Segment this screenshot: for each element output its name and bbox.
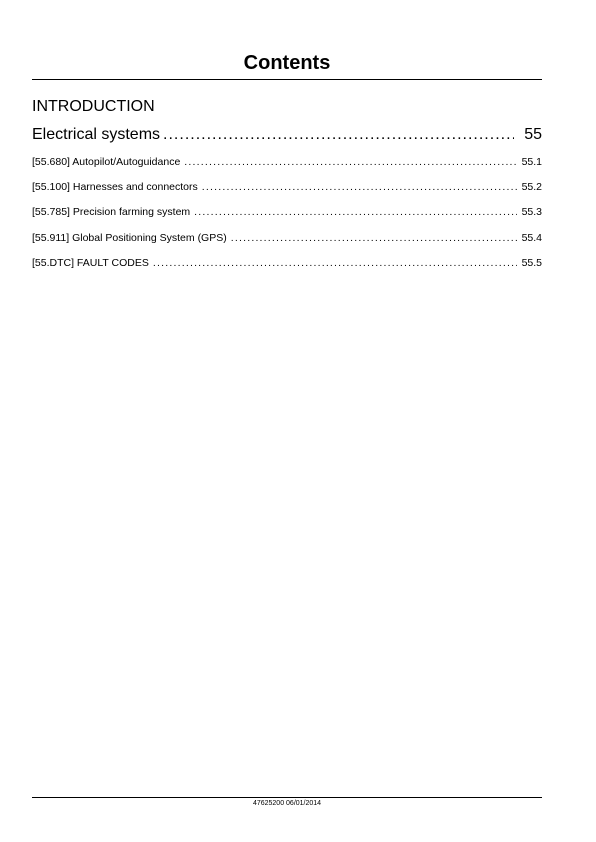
toc-entry-page: 55.3 bbox=[521, 206, 542, 218]
toc-entry-page: 55.2 bbox=[521, 181, 542, 193]
dot-leader bbox=[153, 257, 517, 270]
toc-entry-label: [55.785] Precision farming system bbox=[32, 206, 191, 218]
section-heading: INTRODUCTION bbox=[32, 98, 155, 115]
toc-entry-page: 55.5 bbox=[521, 257, 542, 269]
dot-leader bbox=[163, 125, 514, 145]
toc-entry-label: [55.DTC] FAULT CODES bbox=[32, 257, 149, 269]
toc-entry-fault-codes[interactable] bbox=[32, 257, 542, 270]
toc-entry-gps[interactable] bbox=[32, 232, 542, 245]
toc-entry-page: 55 bbox=[524, 126, 542, 143]
toc-entry-harnesses[interactable] bbox=[32, 181, 542, 194]
dot-leader bbox=[194, 206, 516, 219]
footer-document-id: 47625200 06/01/2014 bbox=[252, 800, 322, 807]
toc-entry-label: [55.680] Autopilot/Autoguidance bbox=[32, 156, 181, 168]
toc-entry-label: [55.911] Global Positioning System (GPS) bbox=[32, 232, 227, 244]
toc-entry-page: 55.1 bbox=[521, 156, 542, 168]
dot-leader bbox=[231, 232, 517, 245]
toc-entry-electrical-systems[interactable] bbox=[32, 125, 542, 145]
footer-divider bbox=[32, 797, 542, 798]
toc-entry-precision-farming[interactable] bbox=[32, 206, 542, 219]
page-title: Contents bbox=[243, 52, 331, 74]
toc-entry-page: 55.4 bbox=[521, 232, 542, 244]
title-divider bbox=[32, 79, 542, 80]
toc-entry-autopilot[interactable] bbox=[32, 156, 542, 169]
dot-leader bbox=[184, 156, 516, 169]
dot-leader bbox=[202, 181, 517, 194]
toc-entry-label: [55.100] Harnesses and connectors bbox=[32, 181, 198, 193]
toc-entry-label: Electrical systems bbox=[32, 126, 161, 143]
